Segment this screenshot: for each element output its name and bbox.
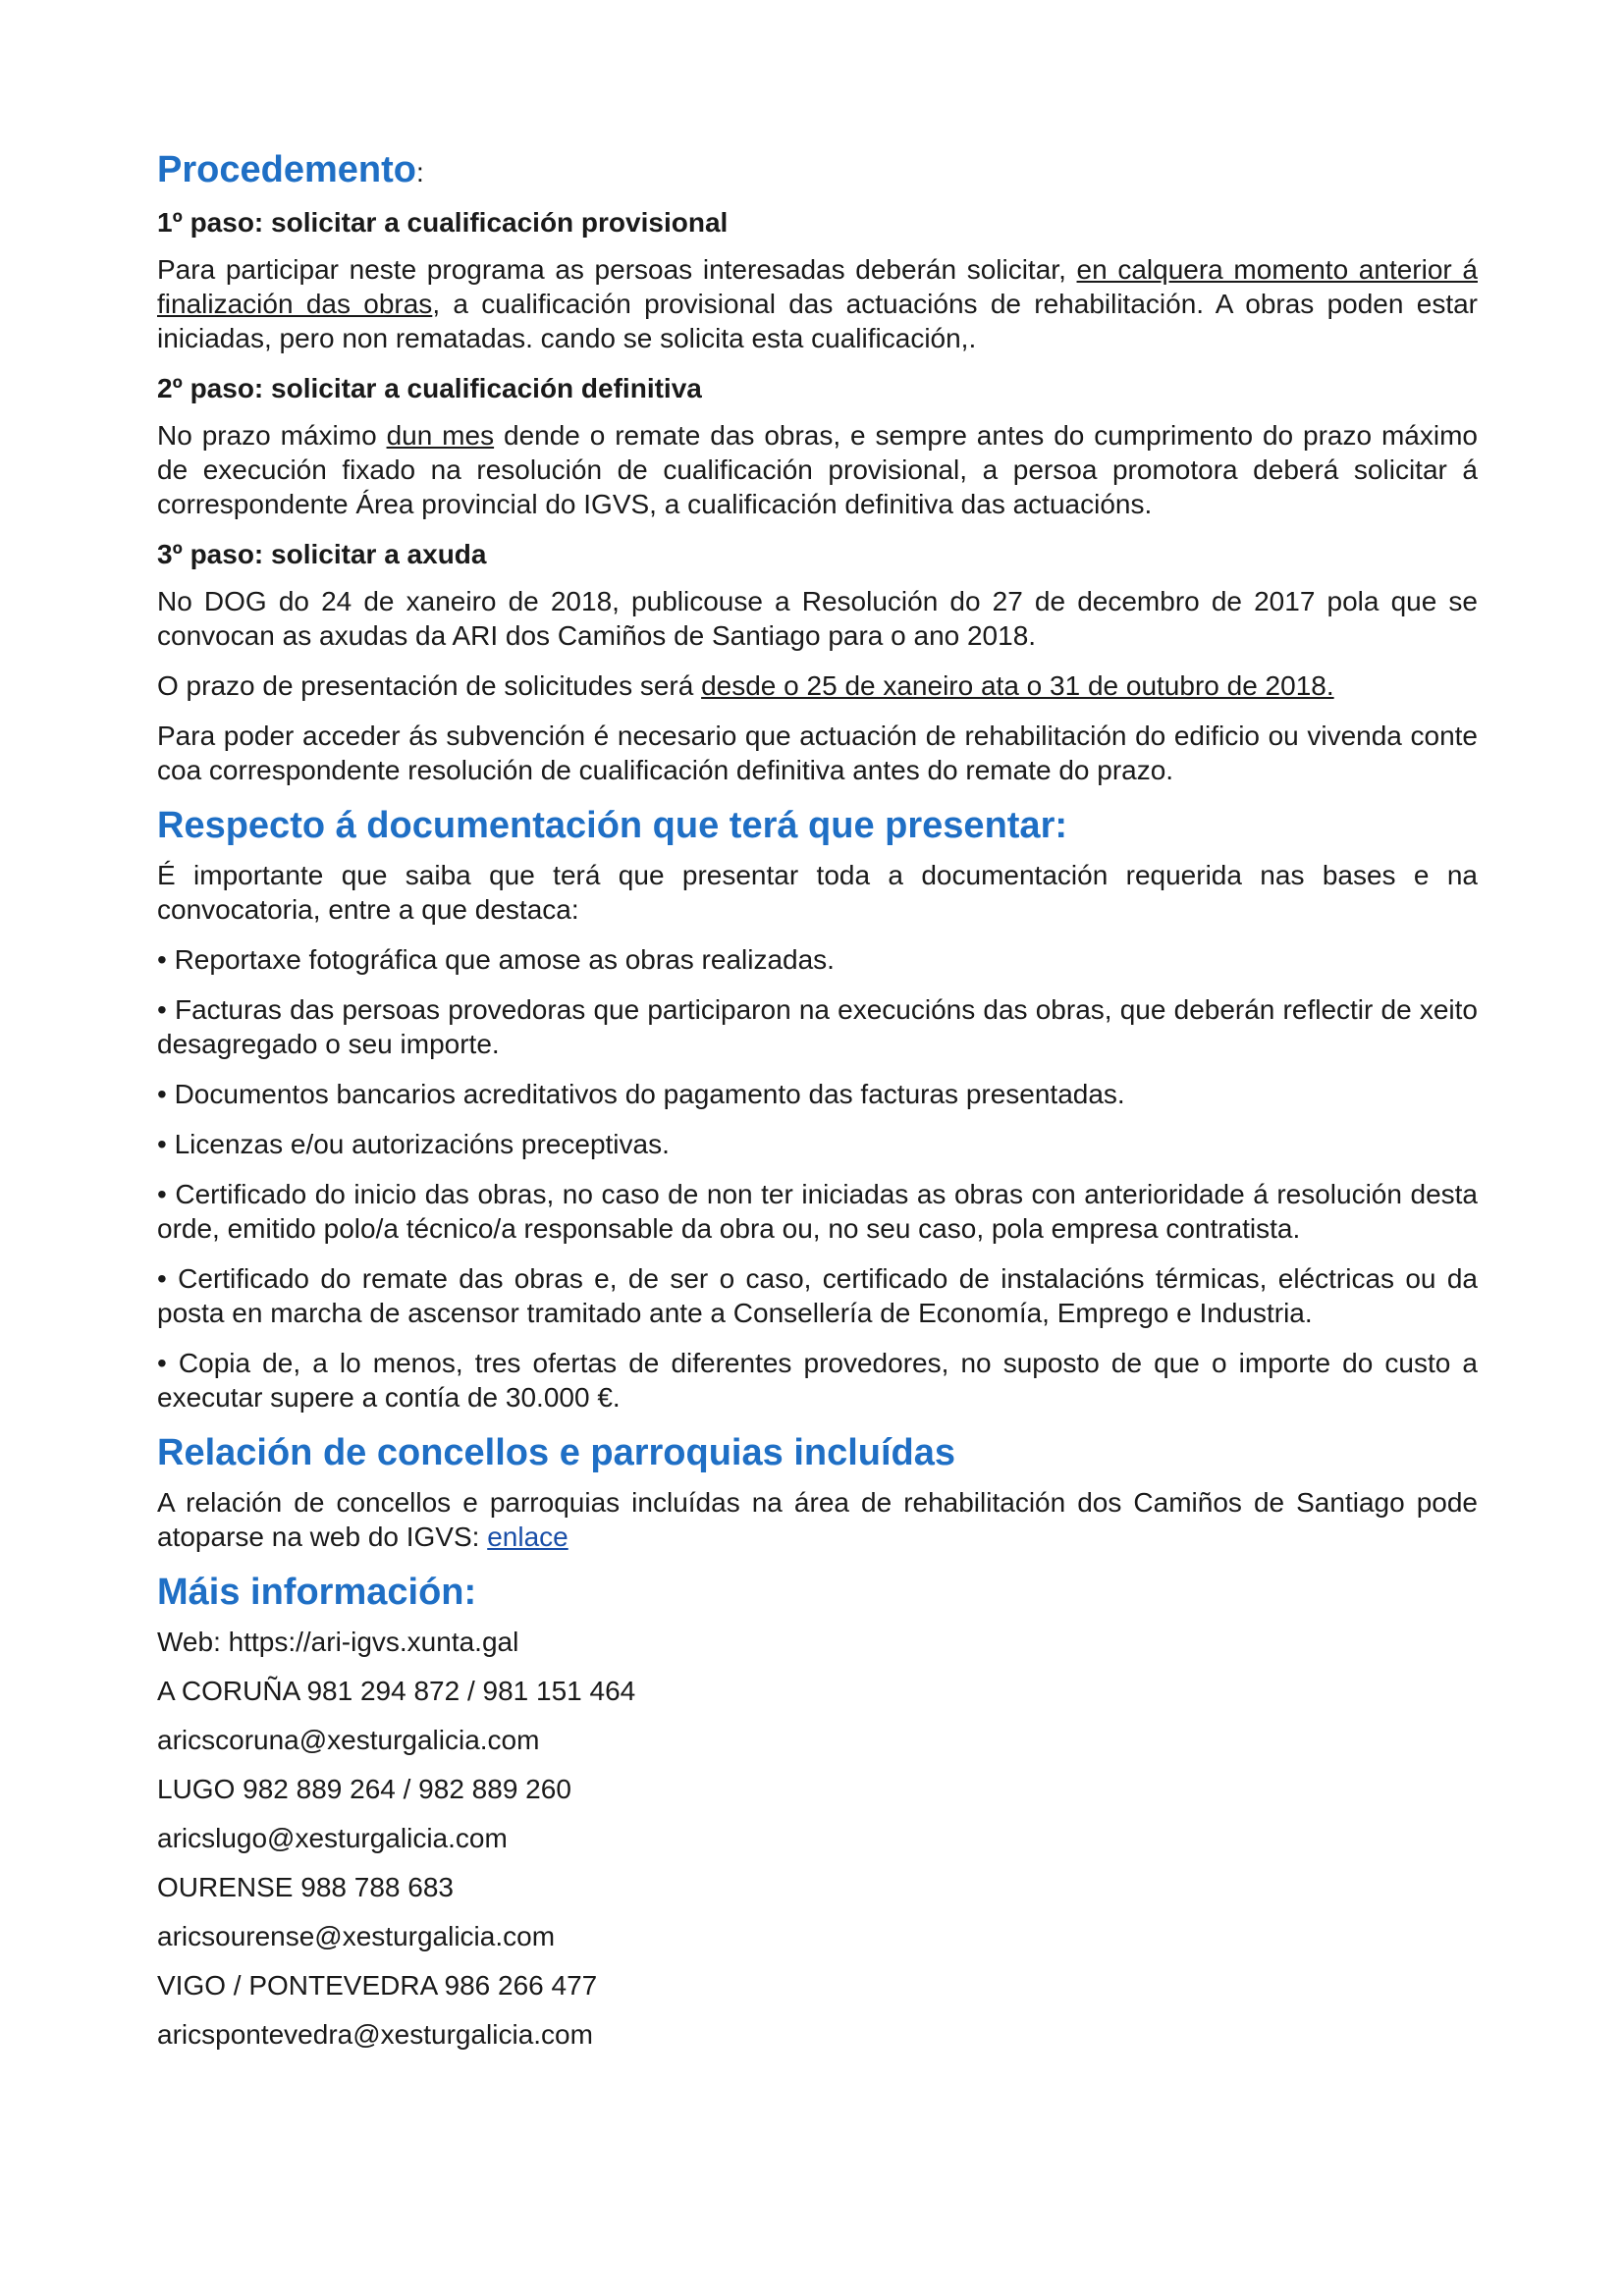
step2-text-underlined: dun mes <box>386 420 495 451</box>
contact-list <box>157 1625 1478 2052</box>
step2-title: 2º paso: solicitar a cualificación definitiva <box>157 373 702 403</box>
contact-pontevedra-phone: VIGO / PONTEVEDRA 986 266 477 <box>157 1970 598 2001</box>
step1-text-underlined: en calquera momento anterior á finalización das obras <box>157 254 1478 319</box>
councils-heading: Relación de concellos e parroquias incluídas <box>157 1432 956 1473</box>
step3-text-1: No DOG do 24 de xaneiro de 2018, publicouse a Resolución do 27 de decembro de 2017 pola que se convocan as axudas da ARI dos Camiños de Santiago para o ano 2018. <box>157 586 1478 651</box>
contact-lugo-email: aricslugo@xesturgalicia.com <box>157 1823 508 1853</box>
step1-title: 1º paso: solicitar a cualificación provisional <box>157 207 729 238</box>
step1-text-a: Para participar neste programa as persoas interesadas deberán solicitar, <box>157 254 1077 285</box>
documentation-item: • Reportaxe fotográfica que amose as obras realizadas. <box>157 944 835 975</box>
step3-text-3: Para poder acceder ás subvención é necesario que actuación de rehabilitación do edificio ou vivenda conte coa correspondente resolución de cualificación definitiva antes do remate do prazo. <box>157 721 1478 785</box>
contact-web: Web: https://ari-igvs.xunta.gal <box>157 1627 519 1657</box>
documentation-heading: Respecto á documentación que terá que presentar: <box>157 805 1068 846</box>
step1-text-b: , a cualificación provisional das actuacións de rehabilitación. A obras poden estar iniciadas, pero non rematadas. cando se solicita esta cualificación,. <box>157 289 1478 353</box>
procedure-heading <box>157 147 1478 195</box>
step2-text-b: dende o remate das obras, e sempre antes do cumprimento do prazo máximo de execución fixado na resolución de cualificación provisional, a persoa promotora deberá solicitar á correspondente Área provincial do IGVS, a cualificación definitiva das actuacións. <box>157 420 1478 519</box>
step2-text <box>157 418 1478 521</box>
documentation-item: • Certificado do inicio das obras, no caso de non ter iniciadas as obras con anterioridade á resolución desta orde, emitido polo/a técnico/a responsable da obra ou, no seu caso, pola empresa contratista. <box>157 1179 1478 1244</box>
document-page <box>157 147 1478 2066</box>
documentation-item: • Licenzas e/ou autorizacións preceptivas. <box>157 1129 670 1159</box>
contact-pontevedra-email: aricspontevedra@xesturgalicia.com <box>157 2019 593 2050</box>
contact-ourense-email: aricsourense@xesturgalicia.com <box>157 1921 556 1951</box>
documentation-intro: É importante que saiba que terá que presentar toda a documentación requerida nas bases e na convocatoria, entre a que destaca: <box>157 860 1478 925</box>
more-info-heading: Máis información: <box>157 1572 477 1613</box>
step3-text-2 <box>157 668 1478 703</box>
step1-text <box>157 252 1478 355</box>
documentation-item: • Facturas das persoas provedoras que participaron na execucións das obras, que deberán reflectir de xeito desagregado o seu importe. <box>157 994 1478 1059</box>
step3-title: 3º paso: solicitar a axuda <box>157 539 487 569</box>
councils-text-body: A relación de concellos e parroquias incluídas na área de rehabilitación dos Camiños de Santiago pode atoparse na web do IGVS: <box>157 1487 1478 1552</box>
contact-coruna-phone: A CORUÑA 981 294 872 / 981 151 464 <box>157 1676 636 1706</box>
contact-coruna-email: aricscoruna@xesturgalicia.com <box>157 1725 540 1755</box>
contact-ourense-phone: OURENSE 988 788 683 <box>157 1872 454 1902</box>
documentation-item: • Documentos bancarios acreditativos do pagamento das facturas presentadas. <box>157 1079 1125 1109</box>
documentation-item: • Copia de, a lo menos, tres ofertas de diferentes provedores, no suposto de que o importe do custo a executar supere a contía de 30.000 €. <box>157 1348 1478 1413</box>
councils-link[interactable]: enlace <box>487 1522 568 1552</box>
procedure-heading-colon: : <box>415 157 424 187</box>
procedure-heading-text: Procedemento <box>157 149 416 190</box>
councils-text <box>157 1485 1478 1554</box>
contact-lugo-phone: LUGO 982 889 264 / 982 889 260 <box>157 1774 571 1804</box>
step3-text-2-a: O prazo de presentación de solicitudes será <box>157 670 702 701</box>
documentation-item: • Certificado do remate das obras e, de ser o caso, certificado de instalacións térmicas, eléctricas ou da posta en marcha de ascensor tramitado ante a Consellería de Economía, Emprego e Industria. <box>157 1263 1478 1328</box>
step2-text-a: No prazo máximo <box>157 420 387 451</box>
step3-deadline-underlined: desde o 25 de xaneiro ata o 31 de outubro de 2018. <box>701 670 1334 701</box>
